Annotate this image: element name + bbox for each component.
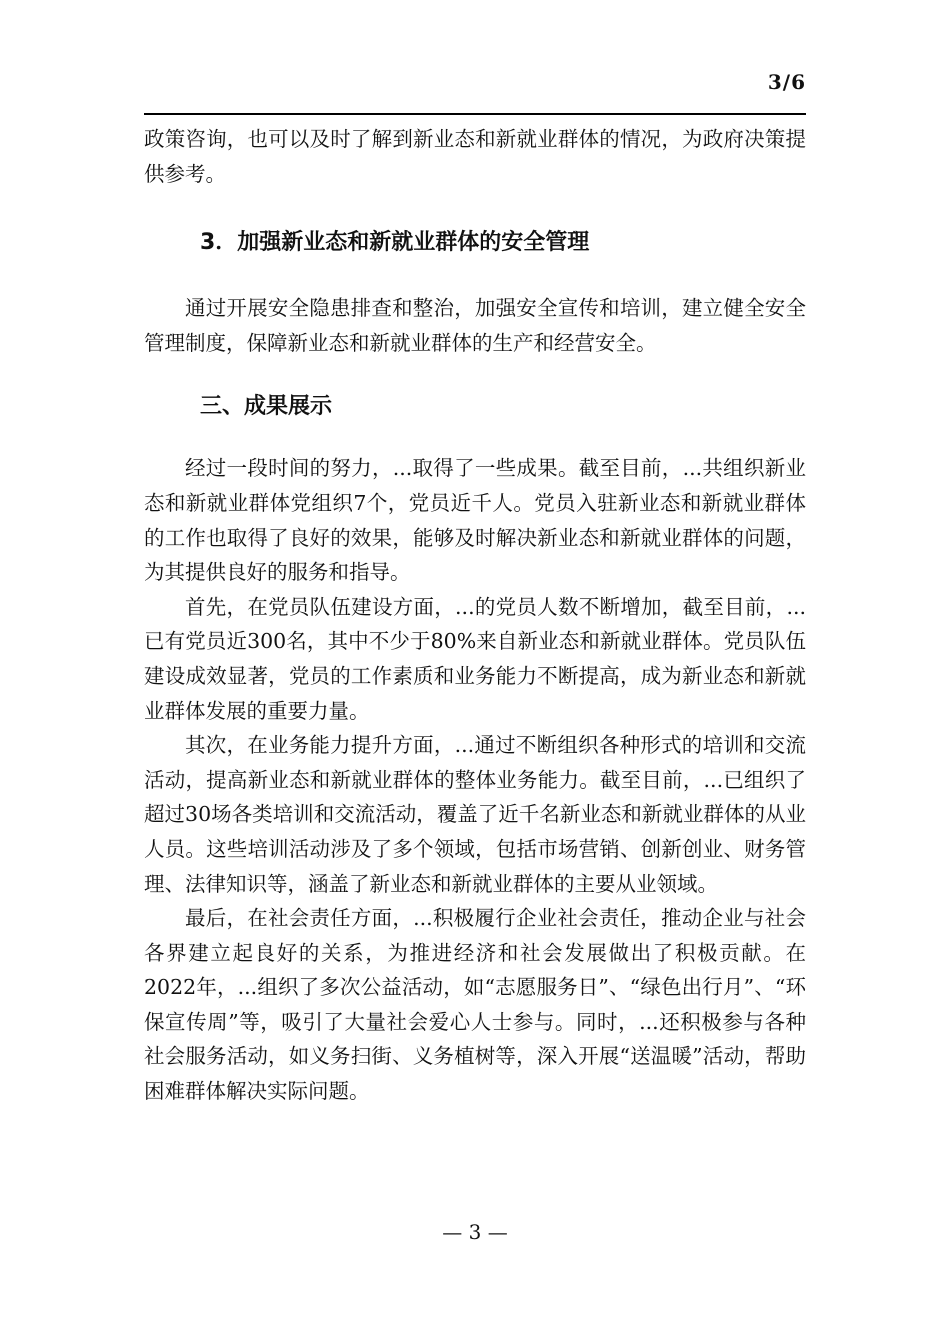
page-indicator: 3/6: [767, 70, 806, 94]
paragraph-results: 经过一段时间的努力，...取得了一些成果。截至目前，...共组织新业态和新就业群体党组织7个，党员近千人。党员入驻新业态和新就业群体的工作也取得了良好的效果，能够及时解决新业态和新就业群体的问题，为其提供良好的服务和指导。: [144, 456, 806, 585]
document-body: [144, 122, 806, 1109]
paragraph-continuation: 政策咨询，也可以及时了解到新业态和新就业群体的情况，为政府决策提供参考。: [144, 127, 806, 186]
section-heading: 三、成果展示: [200, 394, 333, 420]
paragraph-last: 最后，在社会责任方面，...积极履行企业社会责任，推动企业与社会各界建立起良好的关系，为推进经济和社会发展做出了积极贡献。在2022年，...组织了多次公益活动，如“志愿服务日”、“绿色出行月”、“环保宣传周”等，吸引了大量社会爱心人士参与。同时，...还积极参与各种社会服务活动，如义务扫街、义务植树等，深入开展“送温暖”活动，帮助困难群体解决实际问题。: [144, 906, 806, 1104]
paragraph-second: 其次，在业务能力提升方面，...通过不断组织各种形式的培训和交流活动，提高新业态和新就业群体的整体业务能力。截至目前，...已组织了超过30场各类培训和交流活动，覆盖了近千名新业态和新就业群体的从业人员。这些培训活动涉及了多个领域，包括市场营销、创新创业、财务管理、法律知识等，涵盖了新业态和新就业群体的主要从业领域。: [144, 733, 806, 896]
paragraph-first: 首先，在党员队伍建设方面，...的党员人数不断增加，截至目前，...已有党员近300名，其中不少于80%来自新业态和新就业群体。党员队伍建设成效显著，党员的工作素质和业务能力不断提高，成为新业态和新就业群体发展的重要力量。: [144, 594, 806, 723]
header-rule: [144, 113, 806, 115]
paragraph-safety: 通过开展安全隐患排查和整治，加强安全宣传和培训，建立健全安全管理制度，保障新业态和新就业群体的生产和经营安全。: [144, 296, 806, 355]
footer-page-number: — 3 —: [442, 1220, 508, 1244]
subsection-heading: 3．加强新业态和新就业群体的安全管理: [200, 230, 590, 256]
